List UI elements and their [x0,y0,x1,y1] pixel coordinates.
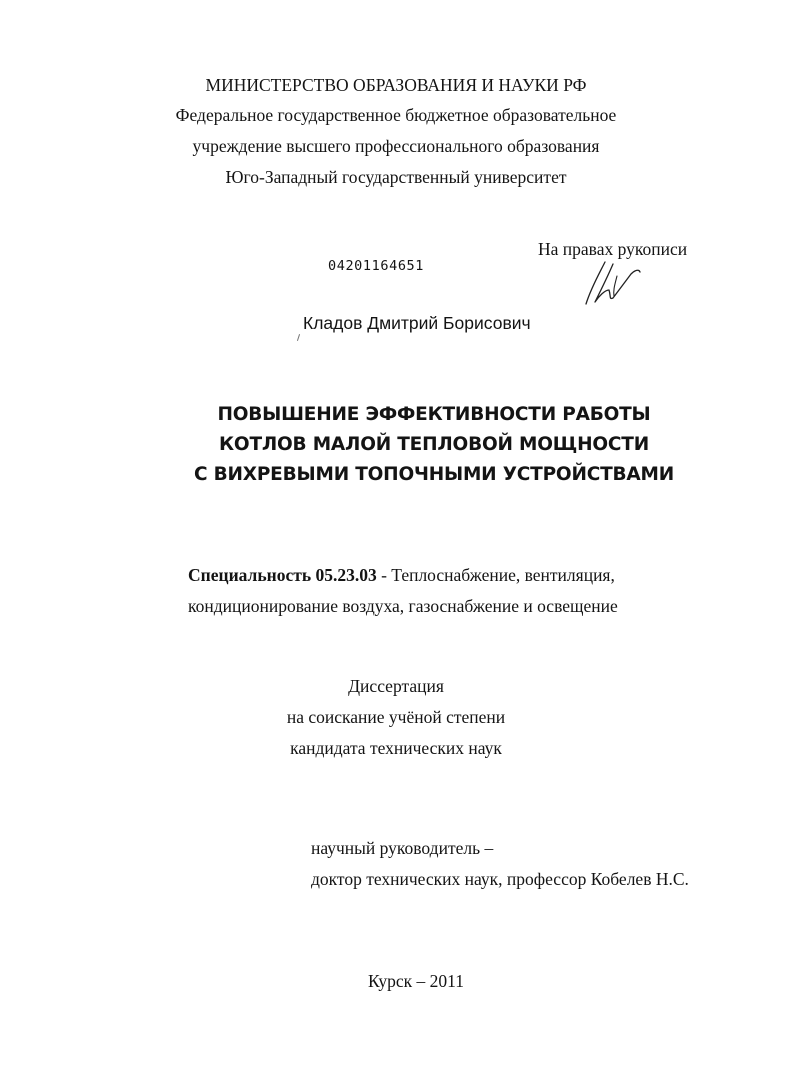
institution-line-1: Федеральное государственное бюджетное образовательное [175,105,617,125]
specialty-label: Специальность 05.23.03 [188,565,377,585]
thesis-title-line-3: С ВИХРЕВЫМИ ТОПОЧНЫМИ УСТРОЙСТВАМИ [193,464,675,485]
supervisor-name: доктор технических наук, профессор Кобелев Н.С. [311,869,689,889]
catalog-number: 04201164651 [328,258,425,274]
manuscript-note: На правах рукописи [538,239,688,259]
city-year: Курск – 2011 [368,971,464,991]
thesis-title-line-2: КОТЛОВ МАЛОЙ ТЕПЛОВОЙ МОЩНОСТИ [219,434,649,455]
specialty-separator: - [376,565,392,585]
specialty-description-1: Теплоснабжение, вентиляция, [391,565,615,585]
author-name: Кладов Дмитрий Борисович [303,313,531,333]
specialty-line-1 [188,564,615,586]
degree-name: кандидата технических наук [290,738,502,758]
handwritten-signature [583,260,641,306]
degree-purpose: на соискание учёной степени [286,707,506,727]
university-name: Юго-Западный государственный университет [225,167,567,187]
specialty-line-2: кондиционирование воздуха, газоснабжение и освещение [188,596,618,616]
ministry-heading: МИНИСТЕРСТВО ОБРАЗОВАНИЯ И НАУКИ РФ [205,75,587,95]
institution-line-2: учреждение высшего профессионального образования [192,136,600,156]
supervisor-role: научный руководитель – [311,838,494,858]
scan-mark [297,334,300,341]
dissertation-label: Диссертация [348,676,444,696]
thesis-title-line-1: ПОВЫШЕНИЕ ЭФФЕКТИВНОСТИ РАБОТЫ [217,404,651,425]
